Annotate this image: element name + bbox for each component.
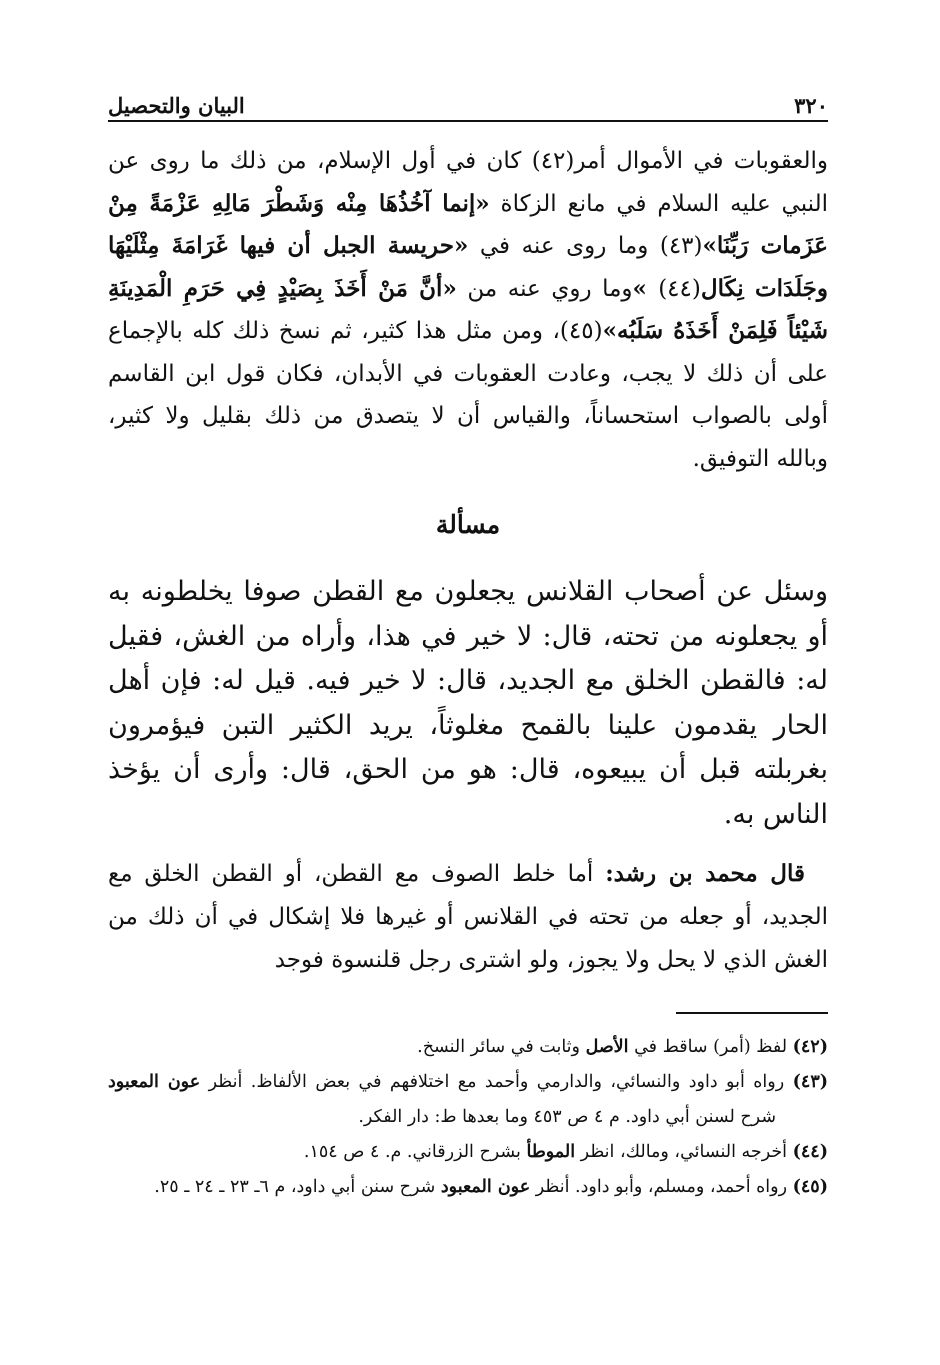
source-title: الموطأ <box>526 1142 576 1162</box>
commentary-paragraph <box>108 852 828 982</box>
question-section <box>108 570 828 837</box>
running-title: البيان والتحصيل <box>108 93 245 118</box>
footnotes <box>108 1030 828 1205</box>
footnote-number: (٤٢) <box>792 1037 828 1057</box>
footnote-ref: (٤٤) <box>658 275 701 302</box>
commentary-paragraph <box>108 140 828 480</box>
text-run: لفظ (أمر) ساقط في <box>628 1037 793 1057</box>
footnote-43 <box>108 1065 828 1135</box>
text-run: وثابت في سائر النسخ. <box>417 1037 586 1057</box>
text-run: أما خلط الصوف مع القطن، أو القطن الخلق مع الجديد، أو جعله من تحته في القلانس أو غيرها فلا إشكال في أن ذلك من الغش الذي لا يحل ولا يجوز، ولو اشترى رجل قلنسوة فوجد <box>108 861 828 973</box>
footnote-number: (٤٤) <box>792 1142 828 1162</box>
footnote-44 <box>108 1135 828 1170</box>
text-run: بشرح الزرقاني. م. ٤ ص ١٥٤. <box>303 1142 527 1162</box>
question-paragraph: وسئل عن أصحاب القلانس يجعلون مع القطن صوفا يخلطونه به أو يجعلونه من تحته، قال: لا خير في هذا، وأراه من الغش، فقيل له: فالقطن الخلق مع الجديد، قال: لا خير فيه. قيل له: فإن أهل الحار يقدمون علينا بالقمح مغلوثاً، يريد الكثير التبن فيؤمرون بغربلته قبل أن يبيعوه، قال: هو من الحق، قال: وأرى أن يؤخذ الناس به. <box>108 576 828 830</box>
footnote-number: (٤٥) <box>792 1177 828 1197</box>
text-run: وما روى عنه في <box>468 233 660 259</box>
header-rule <box>108 120 828 122</box>
text-run: وما روي عنه من <box>456 275 633 302</box>
footnote-rule <box>676 1012 828 1014</box>
section-heading: مسألة <box>435 510 501 539</box>
text-run: رواه أبو داود والنسائي، والدارمي وأحمد مع اختلافهم في بعض الألفاظ. أنظر <box>200 1072 793 1092</box>
footnote-ref: (٤٢) <box>531 148 575 174</box>
footnote-42 <box>108 1030 828 1065</box>
source-title: الأصل <box>585 1037 629 1057</box>
text-run: شرح لسنن أبي داود. م ٤ ص ٤٥٣ وما بعدها ط: دار الفكر. <box>358 1107 776 1127</box>
page-number: ٣٢٠ <box>794 93 828 118</box>
text-run: ، ومن مثل هذا كثير، ثم نسخ ذلك كله بالإجماع على أن ذلك لا يجب، وعادت العقوبات في الأبدان، فكان قول ابن القاسم أولى بالصواب استحساناً، والقياس أن لا يتصدق من ذلك بقليل ولا كثير، وبالله التوفيق. <box>108 318 828 472</box>
source-title: عون المعبود <box>108 1072 201 1092</box>
text-run: كان في أول الإسلام، من ذلك ما روى عن النبي عليه السلام في مانع الزكاة <box>108 148 828 217</box>
text-run: شرح سنن أبي داود، م ٦ـ ٢٣ ـ ٢٤ ـ ٢٥. <box>154 1177 441 1197</box>
text-run: أخرجه النسائي، ومالك، انظر <box>575 1142 793 1162</box>
commentary-lead: قال محمد بن رشد: <box>605 860 805 887</box>
footnote-number: (٤٣) <box>792 1072 829 1092</box>
ibn-rushd-commentary <box>108 852 828 982</box>
footnote-ref: (٤٥) <box>559 318 603 344</box>
footnote-45 <box>108 1170 828 1205</box>
hadith-quote: «أنَّ مَنْ أَخَذَ بِصَيْدٍ فِي حَرَمِ الْمَدِينَةِ شَيْئاً فَلِمَنْ أَخَذَهُ سَلَبُه» <box>108 274 828 344</box>
page-header <box>108 84 828 118</box>
text-run: والعقوبات في الأموال أمر <box>574 148 828 174</box>
commentary-section <box>108 140 828 480</box>
footnote-ref: (٤٣) <box>659 233 703 259</box>
quote-close: » <box>632 274 659 302</box>
hadith-quote: «إنما آخُذُهَا مِنْه وَشَطْرَ مَالِهِ عَزْمَةً مِنْ عَزَمات رَبِّنَا» <box>108 189 828 259</box>
source-title: عون المعبود <box>440 1177 531 1197</box>
text-run: رواه أحمد، ومسلم، وأبو داود. أنظر <box>530 1177 793 1197</box>
hadith-quote: «حريسة الجبل أن فيها غَرَامَةَ مِثْلَيْهَا وجَلَدَات نِكَال <box>108 232 829 302</box>
